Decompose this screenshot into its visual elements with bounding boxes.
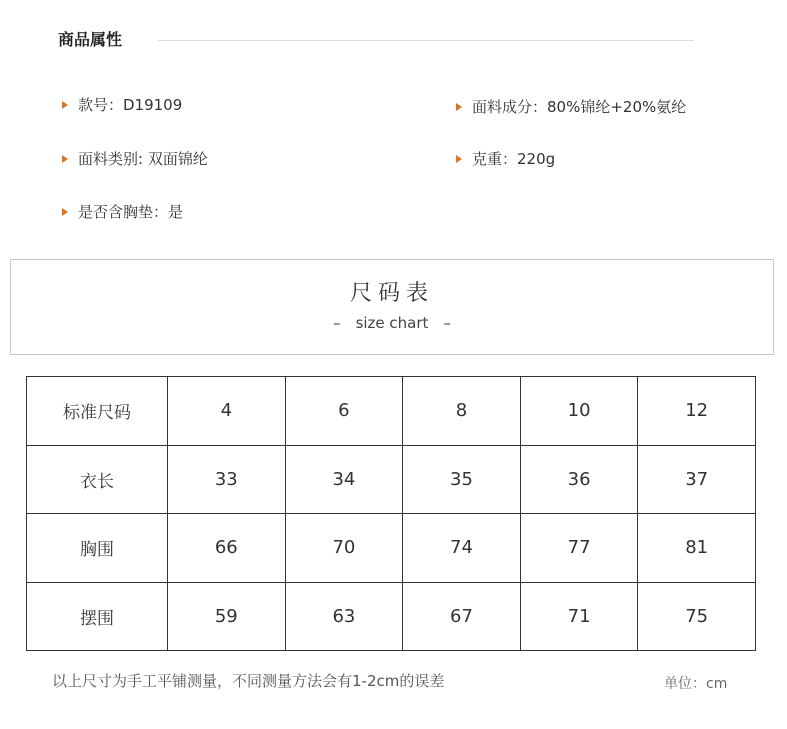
- attr-text: 是否含胸垫：是: [78, 203, 184, 221]
- table-cell: 74: [403, 514, 521, 583]
- size-chart-title-box: [10, 259, 774, 355]
- table-cell: 67: [403, 582, 521, 651]
- bullet-triangle-icon: [62, 208, 68, 216]
- table-cell: 34: [285, 445, 403, 514]
- header-cell: 标准尺码: [27, 377, 168, 446]
- attr-fabric-type: [62, 149, 208, 169]
- bullet-triangle-icon: [62, 155, 68, 163]
- attr-weight: [456, 149, 555, 169]
- size-chart-title: 尺码表: [349, 281, 434, 306]
- header-cell: 4: [168, 377, 286, 446]
- attr-text: 款号：D19109: [78, 96, 183, 114]
- header-cell: 12: [638, 377, 756, 446]
- table-cell: 37: [638, 445, 756, 514]
- table-cell: 63: [285, 582, 403, 651]
- size-chart-subtitle: – size chart –: [333, 314, 451, 332]
- bullet-triangle-icon: [456, 103, 462, 111]
- size-table: [26, 376, 756, 651]
- unit-label: 单位：cm: [664, 676, 728, 692]
- table-cell: 75: [638, 582, 756, 651]
- attr-text: 克重：220g: [472, 150, 556, 168]
- product-attributes-header: [58, 28, 694, 52]
- attr-padding: [62, 202, 183, 222]
- row-label: 摆围: [27, 582, 168, 651]
- table-row: [27, 514, 756, 583]
- table-cell: 66: [168, 514, 286, 583]
- table-cell: 33: [168, 445, 286, 514]
- table-row: [27, 582, 756, 651]
- bullet-triangle-icon: [62, 101, 68, 109]
- table-header-row: [27, 377, 756, 446]
- table-cell: 35: [403, 445, 521, 514]
- attr-fabric-composition: [456, 97, 686, 117]
- header-cell: 10: [520, 377, 638, 446]
- section-title: 商品属性: [58, 30, 123, 49]
- measurement-note: 以上尺寸为手工平铺测量，不同测量方法会有1-2cm的误差: [52, 672, 445, 690]
- header-cell: 6: [285, 377, 403, 446]
- header-cell: 8: [403, 377, 521, 446]
- table-row: [27, 445, 756, 514]
- attr-style-number: [62, 95, 182, 115]
- attr-text: 面料成分：80%锦纶+20%氨纶: [472, 98, 687, 116]
- table-cell: 71: [520, 582, 638, 651]
- row-label: 衣长: [27, 445, 168, 514]
- table-cell: 36: [520, 445, 638, 514]
- table-cell: 77: [520, 514, 638, 583]
- table-cell: 70: [285, 514, 403, 583]
- divider-line: [158, 40, 694, 41]
- table-cell: 59: [168, 582, 286, 651]
- row-label: 胸围: [27, 514, 168, 583]
- table-cell: 81: [638, 514, 756, 583]
- attr-text: 面料类别: 双面锦纶: [78, 150, 208, 168]
- bullet-triangle-icon: [456, 155, 462, 163]
